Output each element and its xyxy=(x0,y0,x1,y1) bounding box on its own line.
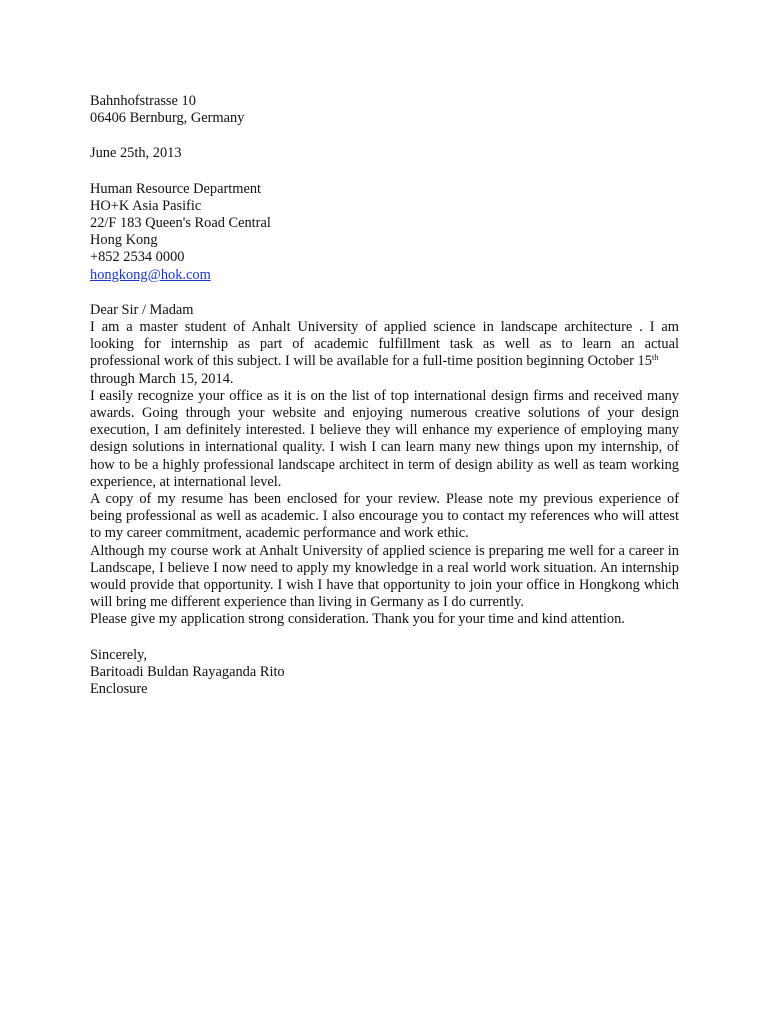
recipient-email-link[interactable]: hongkong@hok.com xyxy=(90,266,211,283)
paragraph-line: Landscape, I believe I now need to apply my knowledge in a real world work situation. An internship xyxy=(90,559,679,576)
paragraph-line: execution, I am definitely interested. I believe they will enhance my experience of employing many xyxy=(90,422,679,439)
recipient-street: 22/F 183 Queen's Road Central xyxy=(90,215,271,232)
recipient-address xyxy=(90,181,679,284)
paragraph-line xyxy=(90,353,679,370)
paragraph-line: to my career commitment, academic performance and work ethic. xyxy=(90,525,469,542)
paragraph-recognition xyxy=(90,388,679,491)
paragraph-line-text: professional work of this subject. I will be available for a full-time position beginning October 15 xyxy=(90,353,652,370)
sender-address xyxy=(90,93,679,127)
paragraph-line: awards. Going through your website and enjoying numerous creative solutions of your design xyxy=(90,405,679,422)
paragraph-coursework xyxy=(90,543,679,612)
sender-city: 06406 Bernburg, Germany xyxy=(90,110,245,127)
salutation xyxy=(90,302,679,319)
date-text: June 25th, 2013 xyxy=(90,145,182,162)
paragraph-line: Although my course work at Anhalt University of applied science is preparing me well for a career in xyxy=(90,542,679,559)
paragraph-line: A copy of my resume has been enclosed for your review. Please note my previous experience of xyxy=(90,491,679,508)
paragraph-line: I easily recognize your office as it is on the list of top international design firms and received many xyxy=(90,387,679,404)
sender-street: Bahnhofstrasse 10 xyxy=(90,93,196,109)
paragraph-line: design solutions in international quality. I wish I can learn many new things upon my internship, of xyxy=(90,439,679,456)
paragraph-line: Please give my application strong consideration. Thank you for your time and kind attention. xyxy=(90,611,625,628)
paragraph-line: experience, at international level. xyxy=(90,473,282,490)
closing-block xyxy=(90,647,679,699)
letter-date xyxy=(90,145,679,162)
paragraph-line: through March 15, 2014. xyxy=(90,370,234,387)
ordinal-superscript: th xyxy=(651,352,659,363)
paragraph-resume xyxy=(90,491,679,543)
paragraph-line: looking for internship as part of academic fulfillment task as well as to learn an actual xyxy=(90,336,679,353)
paragraph-line: how to be a highly professional landscape architect in term of design ability as well as team working xyxy=(90,456,679,473)
valediction: Sincerely, xyxy=(90,646,148,663)
enclosure-note: Enclosure xyxy=(90,681,148,698)
signer-name: Baritoadi Buldan Rayaganda Rito xyxy=(90,663,285,680)
recipient-department: Human Resource Department xyxy=(90,180,262,197)
recipient-phone: +852 2534 0000 xyxy=(90,249,185,266)
recipient-email-line xyxy=(90,267,679,284)
paragraph-line: would provide that opportunity. I wish I have that opportunity to join your office in Hongkong which xyxy=(90,577,679,594)
recipient-city: Hong Kong xyxy=(90,232,158,249)
paragraph-line: I am a master student of Anhalt University of applied science in landscape architecture . I am xyxy=(90,319,679,336)
salutation-text: Dear Sir / Madam xyxy=(90,301,194,318)
paragraph-intro xyxy=(90,319,679,388)
letter-page xyxy=(90,93,679,698)
paragraph-line: will bring me different experience than living in Germany as I do currently. xyxy=(90,594,524,611)
paragraph-line: being professional as well as academic. I also encourage you to contact my references who will attest xyxy=(90,508,679,525)
paragraph-consideration xyxy=(90,611,679,628)
recipient-company: HO+K Asia Pasific xyxy=(90,197,202,214)
